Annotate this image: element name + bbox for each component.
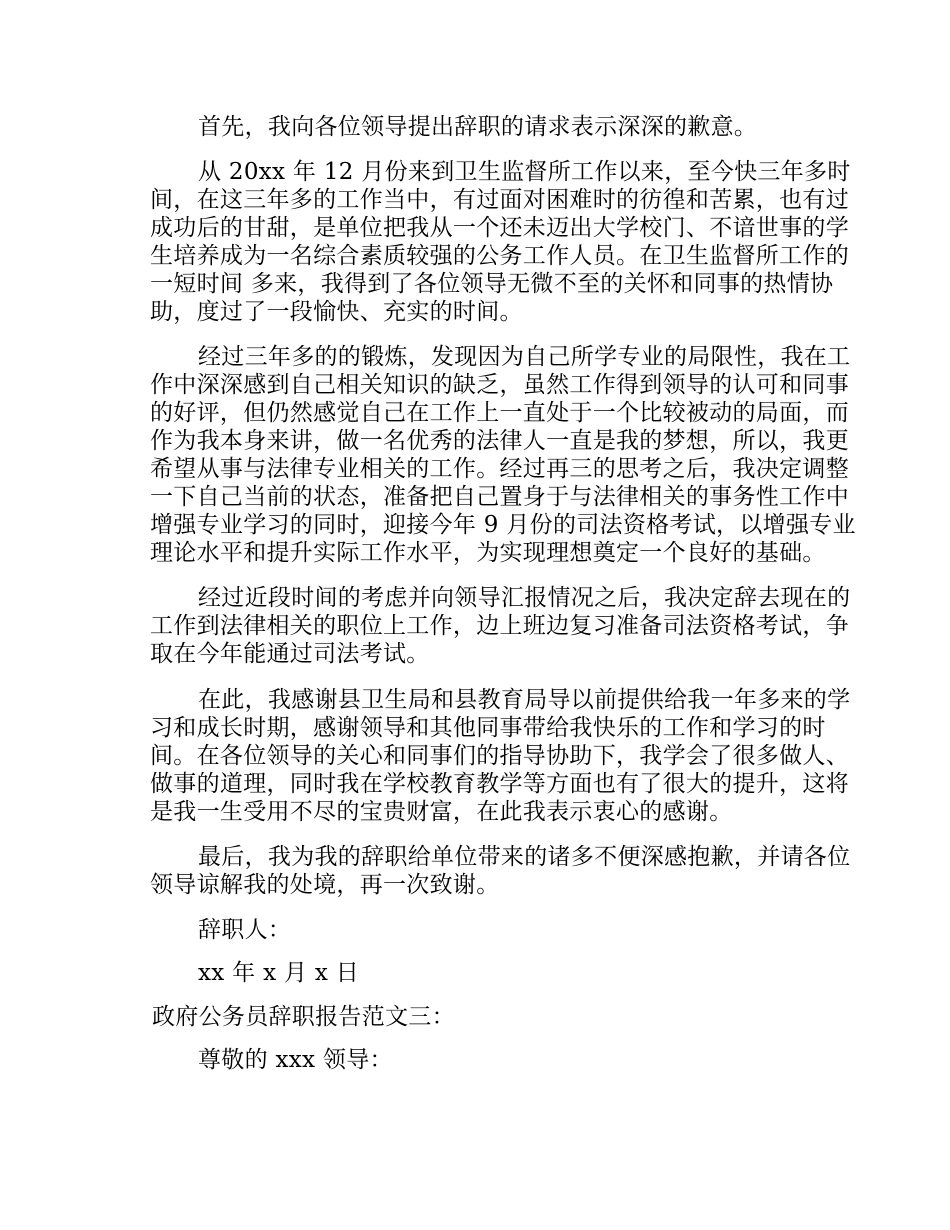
signature-label [150, 916, 790, 944]
text-line: 一短时间 多来，我得到了各位领导无微不至的关怀和同事的热情协 [150, 271, 834, 297]
section-title [150, 1003, 790, 1031]
paragraph-background [150, 158, 851, 326]
paragraph-apology [150, 113, 790, 141]
text-line: 最后，我为我的辞职给单位带来的诸多不便深感抱歉，并请各位 [198, 844, 851, 870]
paragraph-decision [150, 584, 851, 668]
text-line: 作为我本身来讲，做一名优秀的法律人一直是我的梦想，所以，我更 [150, 428, 849, 454]
text-line: 增强专业学习的同时，迎接今年 9 月份的司法资格考试，以增强专业 [150, 512, 856, 538]
paragraph-thanks [150, 686, 851, 826]
text-line: 政府公务员辞职报告范文三： [152, 1004, 455, 1030]
text-line: 取在今年能通过司法考试。 [150, 641, 430, 667]
text-line: 从 20xx 年 12 月份来到卫生监督所工作以来，至今快三年多时 [198, 159, 851, 185]
text-line: 在此，我感谢县卫生局和县教育局导以前提供给我一年多来的学 [198, 687, 851, 713]
text-line: 尊敬的 xxx 领导： [198, 1047, 393, 1073]
text-line: 助，度过了一段愉快、充实的时间。 [150, 299, 523, 325]
text-line: 领导谅解我的处境，再一次致谢。 [150, 872, 500, 898]
text-line: 间。在各位领导的关心和同事们的指导协助下，我学会了很多做人、 [150, 743, 849, 769]
text-line: xx 年 x 月 x 日 [198, 960, 360, 986]
text-line: 成功后的甘甜，是单位把我从一个还未迈出大学校门、不谙世事的学 [150, 215, 849, 241]
text-line: 间，在这三年多的工作当中，有过面对困难时的彷徨和苦累，也有过 [150, 187, 849, 213]
text-line: 生培养成为一名综合素质较强的公务工作人员。在卫生监督所工作的 [150, 243, 849, 269]
text-line: 辞职人： [198, 917, 292, 943]
text-line: 首先，我向各位领导提出辞职的请求表示深深的歉意。 [198, 114, 758, 140]
text-line: 的好评，但仍然感觉自己在工作上一直处于一个比较被动的局面，而 [150, 400, 849, 426]
text-line: 理论水平和提升实际工作水平，为实现理想奠定一个良好的基础。 [150, 540, 826, 566]
text-line: 习和成长时期，感谢领导和其他同事带给我快乐的工作和学习的时 [150, 715, 826, 741]
text-line: 工作到法律相关的职位上工作，边上班边复习准备司法资格考试，争 [150, 613, 849, 639]
greeting-line [150, 1046, 790, 1074]
text-line: 希望从事与法律专业相关的工作。经过再三的思考之后，我决定调整 [150, 456, 849, 482]
paragraph-closing [150, 843, 851, 899]
text-line: 作中深深感到自己相关知识的缺乏，虽然工作得到领导的认可和同事 [150, 372, 849, 398]
date-line [150, 959, 790, 987]
text-line: 经过近段时间的考虑并向领导汇报情况之后，我决定辞去现在的 [198, 585, 851, 611]
paragraph-reason [150, 343, 856, 567]
text-line: 做事的道理，同时我在学校教育教学等方面也有了很大的提升，这将 [150, 771, 849, 797]
text-line: 一下自己当前的状态，准备把自己置身于与法律相关的事务性工作中 [150, 484, 849, 510]
text-line: 经过三年多的的锻炼，发现因为自己所学专业的局限性，我在工 [198, 344, 851, 370]
text-line: 是我一生受用不尽的宝贵财富，在此我表示衷心的感谢。 [150, 799, 733, 825]
